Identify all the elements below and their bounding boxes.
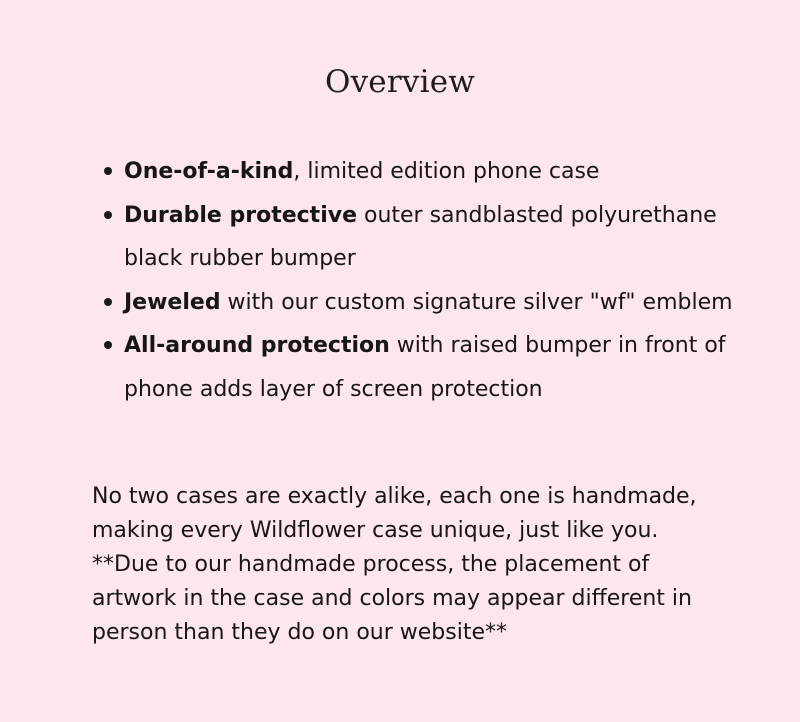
- overview-heading: Overview: [324, 64, 475, 100]
- note-line: artwork in the case and colors may appear different in: [92, 586, 692, 611]
- feature-highlight: Durable protective: [124, 202, 357, 228]
- bullet-dot-icon: [104, 167, 112, 175]
- feature-item-durable: [124, 194, 744, 281]
- feature-highlight: All-around protection: [124, 333, 390, 358]
- feature-list: [124, 150, 744, 411]
- note-line: **Due to our handmade process, the placement of: [92, 552, 650, 577]
- feature-description: , limited edition phone case: [293, 159, 600, 184]
- feature-item-protection: [124, 324, 744, 411]
- note-line: person than they do on our website**: [92, 620, 507, 645]
- note-line: No two cases are exactly alike, each one is handmade,: [92, 484, 697, 509]
- bullet-dot-icon: [104, 211, 112, 219]
- feature-item-one-of-a-kind: [124, 150, 744, 194]
- feature-highlight: Jeweled: [124, 289, 221, 315]
- feature-highlight: One-of-a-kind: [124, 159, 294, 184]
- bullet-dot-icon: [104, 298, 112, 306]
- feature-description: outer sandblasted polyurethane black rubber bumper: [124, 202, 717, 271]
- feature-item-jeweled: [124, 281, 744, 325]
- feature-description: with raised bumper in front of phone adds layer of screen protection: [124, 333, 726, 402]
- feature-description: with our custom signature silver "wf" emblem: [220, 289, 733, 315]
- bullet-dot-icon: [104, 341, 112, 349]
- note-line: making every Wildflower case unique, just like you.: [92, 518, 659, 543]
- handmade-note: [92, 480, 742, 650]
